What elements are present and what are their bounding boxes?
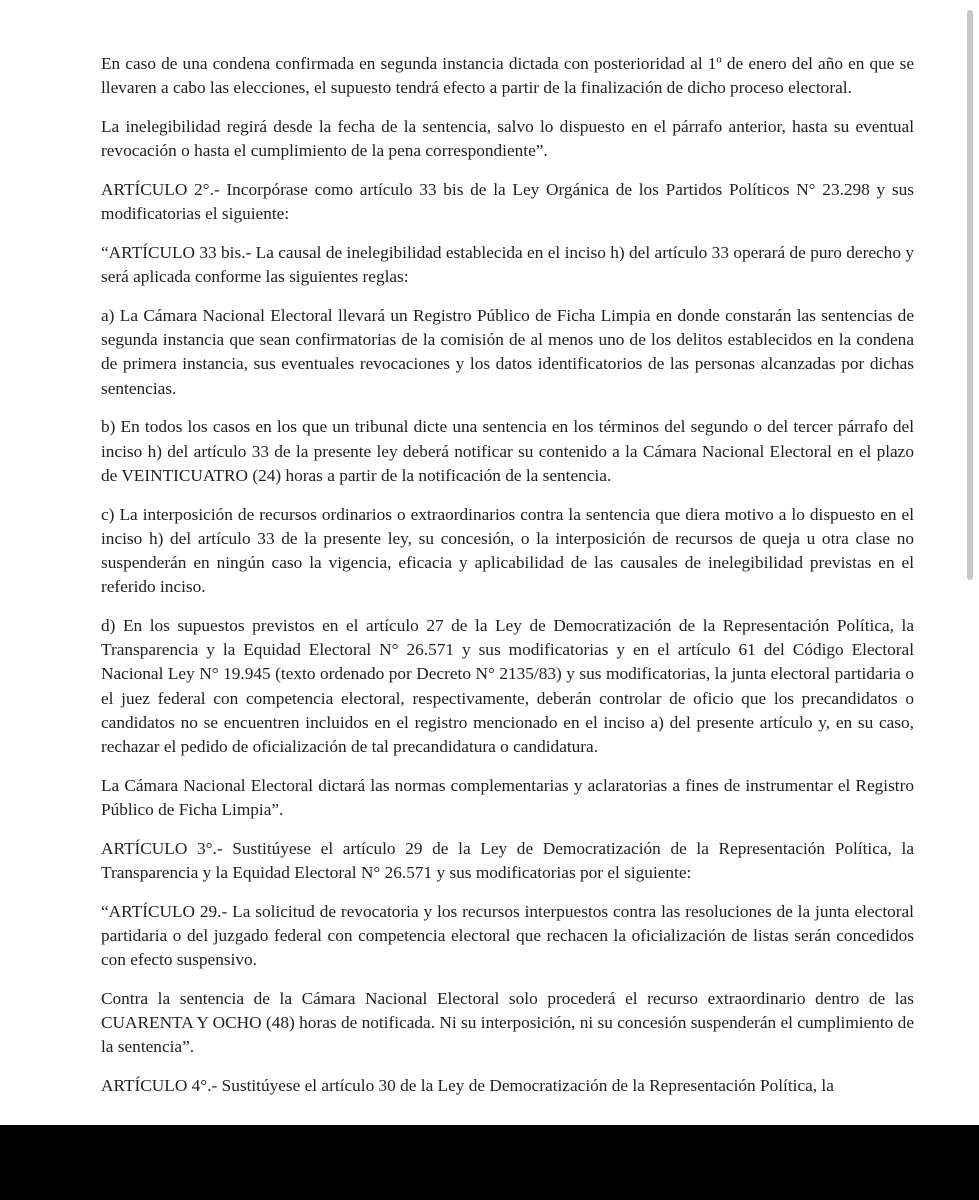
paragraph-inciso-a: a) La Cámara Nacional Electoral llevará un Registro Público de Ficha Limpia en donde constarán las sentencias de segunda instancia que sean confirmatorias de la comisión de al menos uno de los delitos establecidos en la condena de primera instancia, sus eventuales revocaciones y los datos identificatorios de las personas alcanzadas por dichas sentencias. bbox=[101, 306, 914, 398]
paragraph-articulo-33-bis: “ARTÍCULO 33 bis.- La causal de inelegibilidad establecida en el inciso h) del artículo 33 operará de puro derecho y será aplicada conforme las siguientes reglas: bbox=[101, 243, 914, 287]
paragraph-inciso-b: b) En todos los casos en los que un tribunal dicte una sentencia en los términos del segundo o del tercer párrafo del inciso h) del artículo 33 de la presente ley deberá notificar su contenido a la Cámara Nacional Electoral en el plazo de VEINTICUATRO (24) horas a partir de la notificación de la sentencia. bbox=[101, 417, 914, 485]
paragraph-inciso-d: d) En los supuestos previstos en el artículo 27 de la Ley de Democratización de la Representación Política, la Transparencia y la Equidad Electoral N° 26.571 y sus modificatorias y en el artículo 61 del Código Electoral Nacional Ley N° 19.945 (texto ordenado por Decreto N° 2135/83) y sus modificatorias, la junta electoral partidaria o el juez federal con competencia electoral, respectivamente, deberán controlar de oficio que los precandidatos o candidatos no se encuentren incluidos en el registro mencionado en el inciso a) del presente artículo y, en su caso, rechazar el pedido de oficialización de tal precandidatura o candidatura. bbox=[101, 616, 914, 757]
paragraph-inciso-c: c) La interposición de recursos ordinarios o extraordinarios contra la sentencia que diera motivo a lo dispuesto en el inciso h) del artículo 33 de la presente ley, su concesión, o la interposición de recursos de queja u otra clase no suspenderán en ningún caso la vigencia, eficacia y aplicabilidad de las causales de inelegibilidad previstas en el referido inciso. bbox=[101, 504, 914, 597]
paragraph-articulo-4: ARTÍCULO 4°.- Sustitúyese el artículo 30 de la Ley de Democratización de la Representación Política, la bbox=[101, 1076, 834, 1096]
paragraph-articulo-2: ARTÍCULO 2°.- Incorpórase como artículo 33 bis de la Ley Orgánica de los Partidos Políticos N° 23.298 y sus modificatorias el siguiente: bbox=[101, 180, 914, 224]
document-body bbox=[101, 52, 914, 1113]
paragraph-condena-segunda-instancia: En caso de una condena confirmada en segunda instancia dictada con posterioridad al 1º de enero del año en que se llevaren a cabo las elecciones, el supuesto tendrá efecto a partir de la finalización de dicho proceso electoral. bbox=[101, 54, 914, 98]
scrollbar[interactable] bbox=[967, 10, 973, 580]
paragraph-recurso-extraordinario: Contra la sentencia de la Cámara Nacional Electoral solo procederá el recurso extraordinario dentro de las CUARENTA Y OCHO (48) horas de notificada. Ni su interposición, ni su concesión suspenderán el cumplimiento de la sentencia”. bbox=[101, 989, 914, 1057]
paragraph-articulo-3: ARTÍCULO 3°.- Sustitúyese el artículo 29 de la Ley de Democratización de la Representación Política, la Transparencia y la Equidad Electoral N° 26.571 y sus modificatorias por el siguiente: bbox=[101, 838, 914, 883]
paragraph-inelegibilidad-regira: La inelegibilidad regirá desde la fecha de la sentencia, salvo lo dispuesto en el párrafo anterior, hasta su eventual revocación o hasta el cumplimiento de la pena correspondiente”. bbox=[101, 117, 914, 161]
paragraph-articulo-29: “ARTÍCULO 29.- La solicitud de revocatoria y los recursos interpuestos contra las resoluciones de la junta electoral partidaria o del juzgado federal con competencia electoral que rechacen la oficialización de listas serán concedidos con efecto suspensivo. bbox=[101, 901, 914, 970]
paragraph-normas-complementarias: La Cámara Nacional Electoral dictará las normas complementarias y aclaratorias a fines de instrumentar el Registro Público de Ficha Limpia”. bbox=[101, 775, 914, 820]
